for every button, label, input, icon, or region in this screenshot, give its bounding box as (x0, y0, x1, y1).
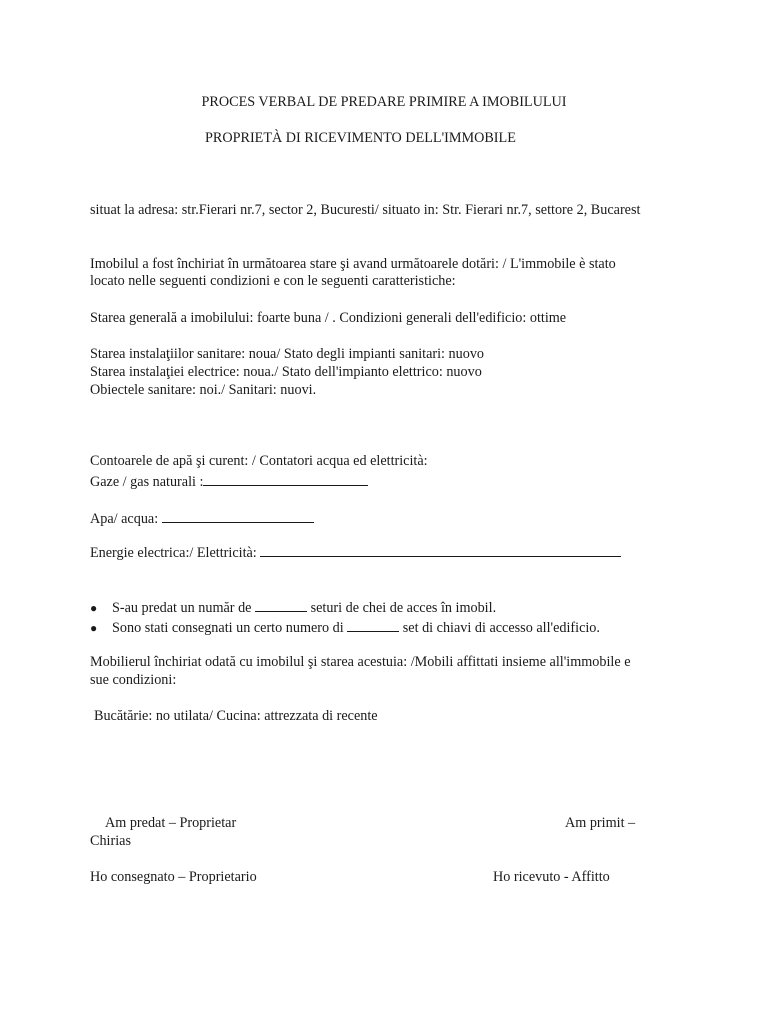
signature-ro-tenant: Am primit – (565, 815, 636, 831)
document-subtitle: PROPRIETÀ DI RICEVIMENTO DELL'IMMOBILE (205, 130, 516, 146)
keys-bullet-it (90, 617, 600, 638)
meters-heading: Contoarele de apă şi curent: / Contatori acqua ed elettricità: (90, 453, 428, 469)
electrical-installation-line: Starea instalaţiei electrice: noua./ Stato dell'impianto elettrico: nuovo (90, 364, 482, 380)
signature-it-owner: Ho consegnato – Proprietario (90, 869, 257, 885)
gas-meter-row (90, 471, 368, 492)
keys-ro-before: S-au predat un număr de (112, 600, 252, 616)
signature-it-tenant: Ho ricevuto - Affitto (493, 869, 610, 885)
keys-ro-after: seturi de chei de acces în imobil. (310, 600, 497, 616)
water-blank-line[interactable] (162, 508, 314, 523)
gas-blank-line[interactable] (203, 471, 368, 486)
address-paragraph: situat la adresa: str.Fierari nr.7, sector 2, Bucuresti/ situato in: Str. Fierari nr.7, settore 2, Bucarest (90, 202, 641, 218)
bullet-icon: ● (90, 621, 98, 635)
signature-ro-tenant-cont: Chirias (90, 833, 131, 849)
keys-it-after: set di chiavi di accesso all'edificio. (402, 620, 600, 636)
furniture-line-2: sue condizioni: (90, 672, 177, 688)
document-title: PROCES VERBAL DE PREDARE PRIMIRE A IMOBILULUI (201, 94, 567, 110)
water-meter-row (90, 508, 314, 529)
kitchen-line: Bucătărie: no utilata/ Cucina: attrezzata di recente (94, 708, 378, 724)
keys-bullet-ro (90, 597, 496, 618)
rented-state-line-1: Imobilul a fost închiriat în următoarea stare şi avand următoarele dotări: / L'immobile è stato (90, 256, 616, 272)
furniture-line-1: Mobilierul închiriat odată cu imobilul şi starea acestuia: /Mobili affittati insieme all'immobile e (90, 654, 631, 670)
electricity-meter-row (90, 542, 621, 563)
signature-ro-owner: Am predat – Proprietar (105, 815, 237, 831)
bullet-icon: ● (90, 601, 98, 615)
sanitary-installations-line: Starea instalaţiilor sanitare: noua/ Stato degli impianti sanitari: nuovo (90, 346, 485, 362)
electricity-blank-line[interactable] (260, 542, 621, 557)
sanitary-objects-line: Obiectele sanitare: noi./ Sanitari: nuovi. (90, 382, 317, 398)
water-label: Apa/ acqua: (90, 511, 159, 527)
rented-state-line-2: locato nelle seguenti condizioni e con le seguenti caratteristiche: (90, 273, 456, 289)
keys-it-before: Sono stati consegnati un certo numero di (112, 620, 344, 636)
keys-ro-blank[interactable] (255, 597, 307, 612)
keys-it-blank[interactable] (347, 617, 399, 632)
gas-label: Gaze / gas naturali : (90, 474, 204, 490)
general-state-line: Starea generală a imobilului: foarte buna / . Condizioni generali dell'edificio: ottime (90, 310, 567, 326)
electricity-label: Energie electrica:/ Elettricità: (90, 545, 257, 561)
